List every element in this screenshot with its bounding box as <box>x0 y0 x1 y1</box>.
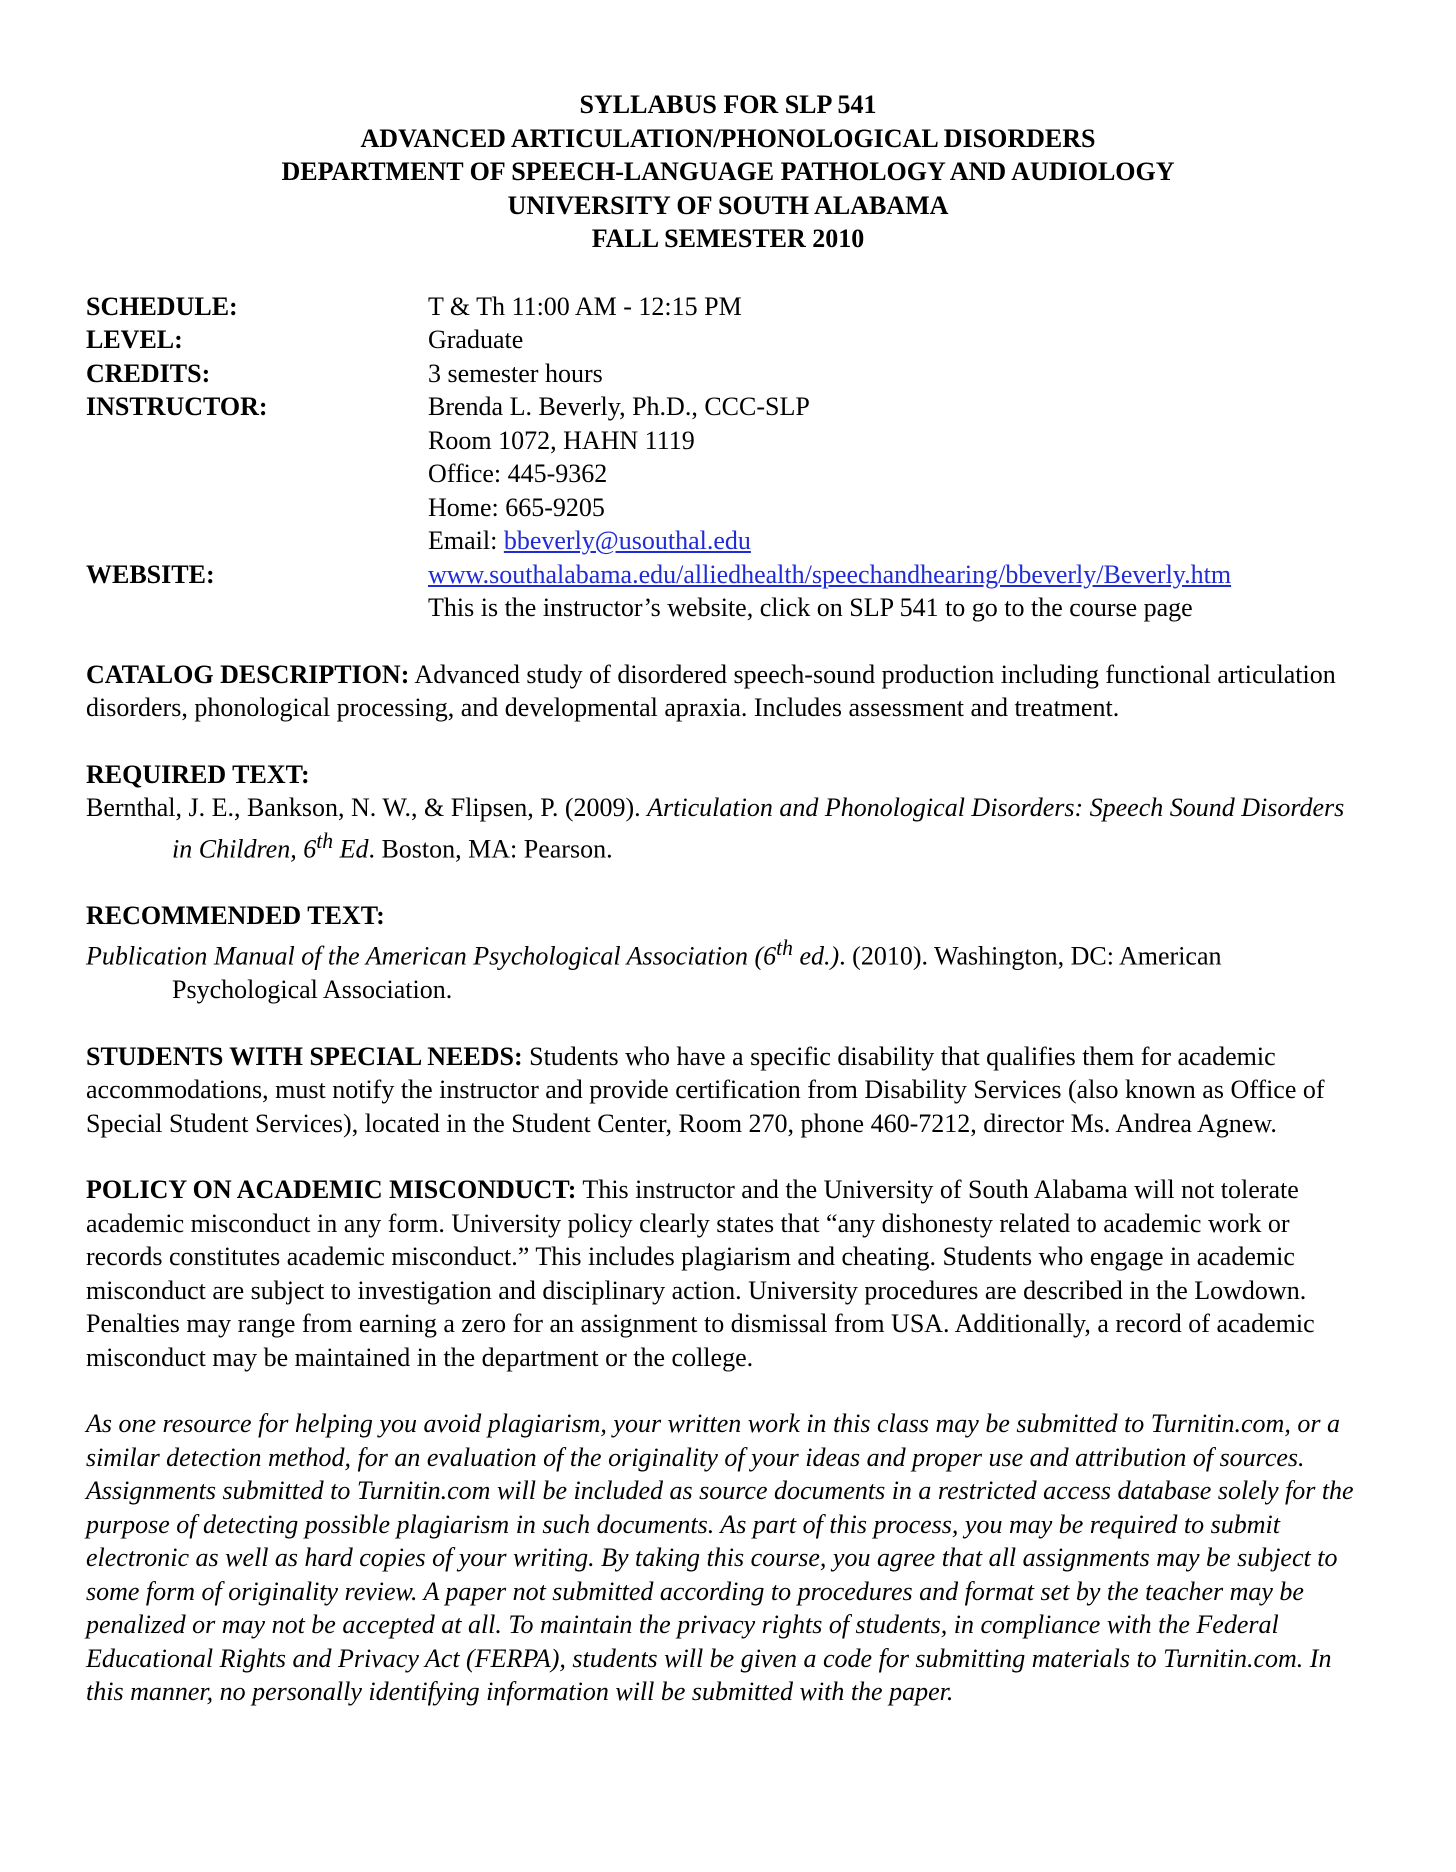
required-authors: Bernthal, J. E., Bankson, N. W., & Flipsen, P. (2009). <box>86 793 648 822</box>
misconduct-section <box>86 1173 1370 1374</box>
misconduct-text: This instructor and the University of South Alabama will not tolerate academic misconduct in any form. University policy clearly states that “any dishonesty related to academic work or records constitutes academic misconduct.” This includes plagiarism and cheating. Students who engage in academic misconduct are subject to investigation and disciplinary action. University procedures are described in the Lowdown. Penalties may range from earning a zero for an assignment to dismissal from USA. Additionally, a record of academic misconduct may be maintained in the department or the college. <box>86 1175 1315 1372</box>
special-needs-heading: STUDENTS WITH SPECIAL NEEDS: <box>86 1041 523 1071</box>
title-line-2: ADVANCED ARTICULATION/PHONOLOGICAL DISORDERS <box>360 123 1096 153</box>
required-publisher: . Boston, MA: Pearson. <box>368 834 613 864</box>
instructor-office-phone: Office: 445-9362 <box>428 459 608 488</box>
website-link[interactable]: www.southalabama.edu/alliedhealth/speechandhearing/bbeverly/Beverly.htm <box>428 559 1232 589</box>
title-line-4: UNIVERSITY OF SOUTH ALABAMA <box>507 190 949 220</box>
required-edition-label: Ed <box>333 834 369 864</box>
website-row <box>86 558 1231 625</box>
instructor-room: Room 1072, HAHN 1119 <box>428 425 695 455</box>
required-edition-sup: th <box>316 828 334 853</box>
credits-label: CREDITS: <box>86 358 211 388</box>
catalog-description <box>86 658 1370 725</box>
website-note: This is the instructor’s website, click on SLP 541 to go to the course page <box>428 593 1193 622</box>
email-link[interactable]: bbeverly@usouthal.edu <box>503 526 751 555</box>
schedule-value: T & Th 11:00 AM - 12:15 PM <box>428 291 742 321</box>
instructor-row <box>86 390 1231 558</box>
instructor-label: INSTRUCTOR: <box>86 392 268 421</box>
instructor-email-line <box>428 524 1231 558</box>
website-label: WEBSITE: <box>86 559 215 589</box>
website-details <box>428 558 1231 625</box>
level-label: LEVEL: <box>86 325 183 354</box>
credits-row <box>86 357 1231 391</box>
recommended-text-heading: RECOMMENDED TEXT: <box>86 900 385 930</box>
schedule-row <box>86 290 1231 324</box>
special-needs-section <box>86 1040 1370 1141</box>
recommended-text-citation <box>86 932 1370 1007</box>
recommended-publisher: . (2010). Washington, DC: American Psychological Association. <box>172 941 1222 1005</box>
course-info-table <box>86 290 1231 625</box>
catalog-heading: CATALOG DESCRIPTION: <box>86 659 410 689</box>
title-line-5: FALL SEMESTER 2010 <box>591 224 865 253</box>
required-text-heading: REQUIRED TEXT: <box>86 759 310 789</box>
recommended-book-title: Publication Manual of the American Psychological Association (6 <box>86 941 777 971</box>
credits-value: 3 semester hours <box>428 358 603 388</box>
catalog-text: Advanced study of disordered speech-sound production including functional articulation disorders, phonological processing, and developmental apraxia. Includes assessment and treatment. <box>86 659 1336 722</box>
instructor-home-phone: Home: 665-9205 <box>428 492 605 522</box>
recommended-edition-label: ed.) <box>792 941 840 971</box>
level-row <box>86 323 1231 357</box>
schedule-label: SCHEDULE: <box>86 291 238 321</box>
title-block <box>86 88 1370 256</box>
instructor-details <box>428 390 1231 558</box>
special-needs-text: Students who have a specific disability that qualifies them for academic accommodations, must notify the instructor and provide certification from Disability Services (also known as Office of Special Student Services), located in the Student Center, Room 270, phone 460-7212, director Ms. Andrea Agnew. <box>86 1041 1325 1138</box>
recommended-edition-sup: th <box>776 936 793 961</box>
required-text-citation <box>86 791 1370 866</box>
title-line-3: DEPARTMENT OF SPEECH-LANGUAGE PATHOLOGY AND AUDIOLOGY <box>281 157 1175 186</box>
email-prefix: Email: <box>428 526 504 555</box>
required-book-title: Articulation and Phonological Disorders: Speech Sound Disorders in Children, 6 <box>172 793 1345 864</box>
recommended-text-section <box>86 899 1370 1007</box>
level-value: Graduate <box>428 325 524 354</box>
turnitin-paragraph: As one resource for helping you avoid plagiarism, your written work in this class may be submitted to Turnitin.com, or a similar detection method, for an evaluation of the originality of your ideas and proper use and attribution of sources. Assignments submitted to Turnitin.com will be included as source documents in a restricted access database solely for the purpose of detecting possible plagiarism in such documents. As part of this process, you may be required to submit electronic as well as hard copies of your writing. By taking this course, you agree that all assignments may be subject to some form of originality review. A paper not submitted according to procedures and format set by the teacher may be penalized or may not be accepted at all. To maintain the privacy rights of students, in compliance with the Federal Educational Rights and Privacy Act (FERPA), students will be given a code for submitting materials to Turnitin.com. In this manner, no personally identifying information will be submitted with the paper. <box>86 1409 1354 1707</box>
misconduct-heading: POLICY ON ACADEMIC MISCONDUCT: <box>86 1175 577 1205</box>
instructor-name: Brenda L. Beverly, Ph.D., CCC-SLP <box>428 392 810 421</box>
required-text-section <box>86 758 1370 866</box>
title-line-1: SYLLABUS FOR SLP 541 <box>579 90 877 119</box>
